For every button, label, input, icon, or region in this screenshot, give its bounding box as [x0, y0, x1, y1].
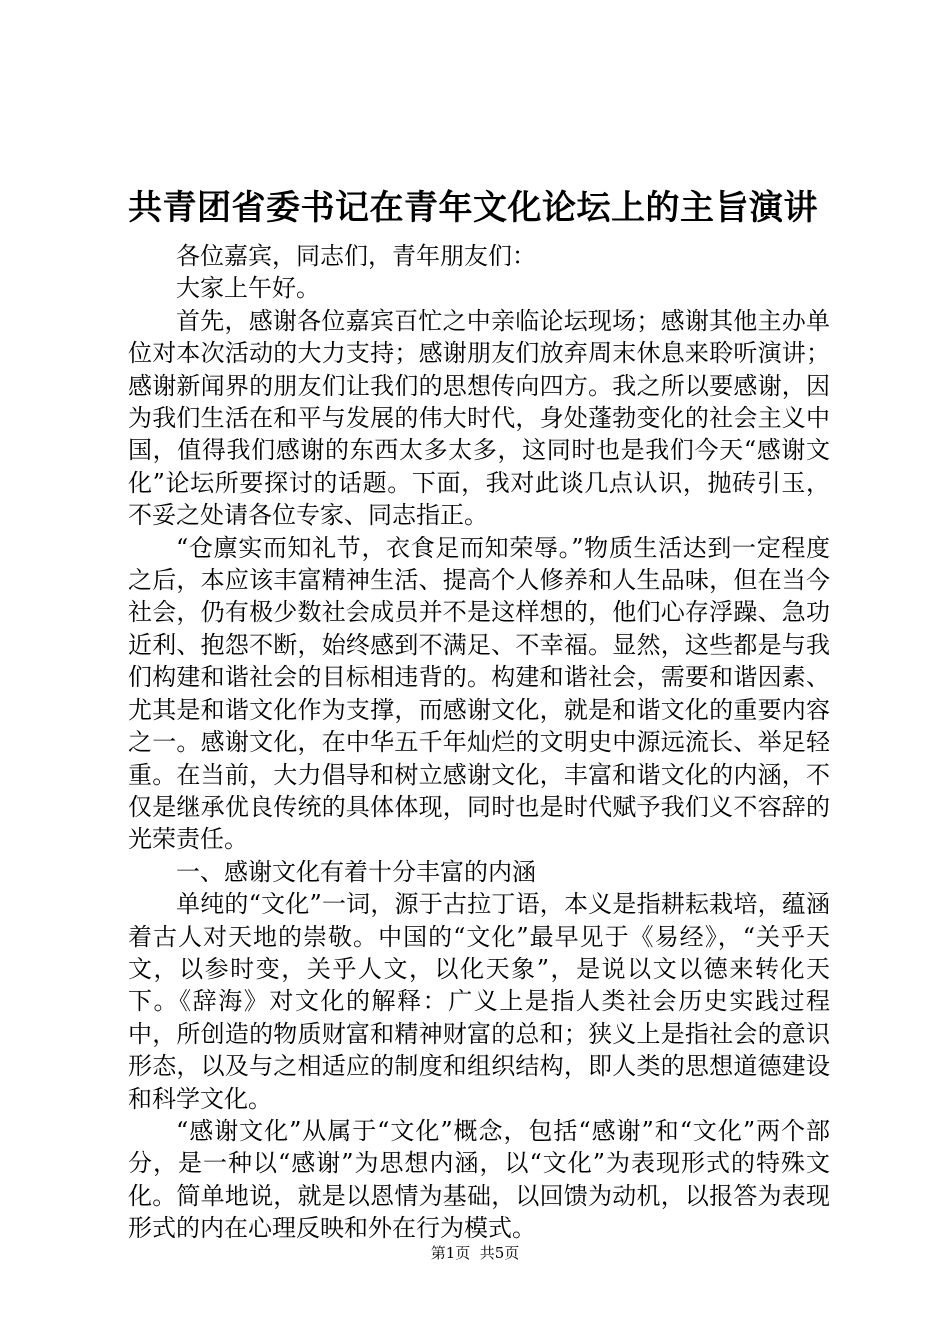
page-number-footer: 第1页 共5页	[430, 1244, 520, 1262]
greeting-paragraph: 大家上午好。	[176, 274, 320, 303]
document-title: 共青团省委书记在青年文化论坛上的主旨演讲	[128, 188, 818, 228]
body-paragraph: 单纯的“文化”一词，源于古拉丁语，本义是指耕耘栽培，蕴涵着古人对天地的崇敬。中国的“文化”最早见于《易经》，“关乎天文，以参时变，关乎人文，以化天象”，是说以文以德来转化天下。《辞海》对文化的解释：广义上是指人类社会历史实践过程中，所创造的物质财富和精神财富的总和；狭义上是指社会的意识形态，以及与之相适应的制度和组织结构，即人类的思想道德建设和科学文化。	[128, 890, 830, 1113]
body-paragraph: “仓廪实而知礼节，衣食足而知荣辱。”物质生活达到一定程度之后，本应该丰富精神生活、提高个人修养和人生品味，但在当今社会，仍有极少数社会成员并不是这样想的，他们心存浮躁、急功近利、抱怨不断，始终感到不满足、不幸福。显然，这些都是与我们构建和谐社会的目标相违背的。构建和谐社会，需要和谐因素、尤其是和谐文化作为支撑，而感谢文化，就是和谐文化的重要内容之一。感谢文化，在中华五千年灿烂的文明史中源远流长、举足轻重。在当前，大力倡导和树立感谢文化，丰富和谐文化的内涵，不仅是继承优良传统的具体体现，同时也是时代赋予我们义不容辞的光荣责任。	[128, 533, 830, 854]
body-paragraph: 首先，感谢各位嘉宾百忙之中亲临论坛现场；感谢其他主办单位对本次活动的大力支持；感谢朋友们放弃周末休息来聆听演讲；感谢新闻界的朋友们让我们的思想传向四方。我之所以要感谢，因为我们生活在和平与发展的伟大时代，身处蓬勃变化的社会主义中国，值得我们感谢的东西太多太多，这同时也是我们今天“感谢文化”论坛所要探讨的话题。下面，我对此谈几点认识，抛砖引玉，不妥之处请各位专家、同志指正。	[128, 306, 830, 530]
section-heading: 一、感谢文化有着十分丰富的内涵	[176, 857, 536, 886]
document-body	[128, 240, 830, 1245]
body-paragraph: “感谢文化”从属于“文化”概念，包括“感谢”和“文化”两个部分，是一种以“感谢”为思想内涵，以“文化”为表现形式的特殊文化。简单地说，就是以恩情为基础，以回馈为动机，以报答为表现形式的内在心理反映和外在行为模式。	[128, 1116, 830, 1243]
salutation-paragraph: 各位嘉宾，同志们，青年朋友们：	[176, 242, 536, 270]
